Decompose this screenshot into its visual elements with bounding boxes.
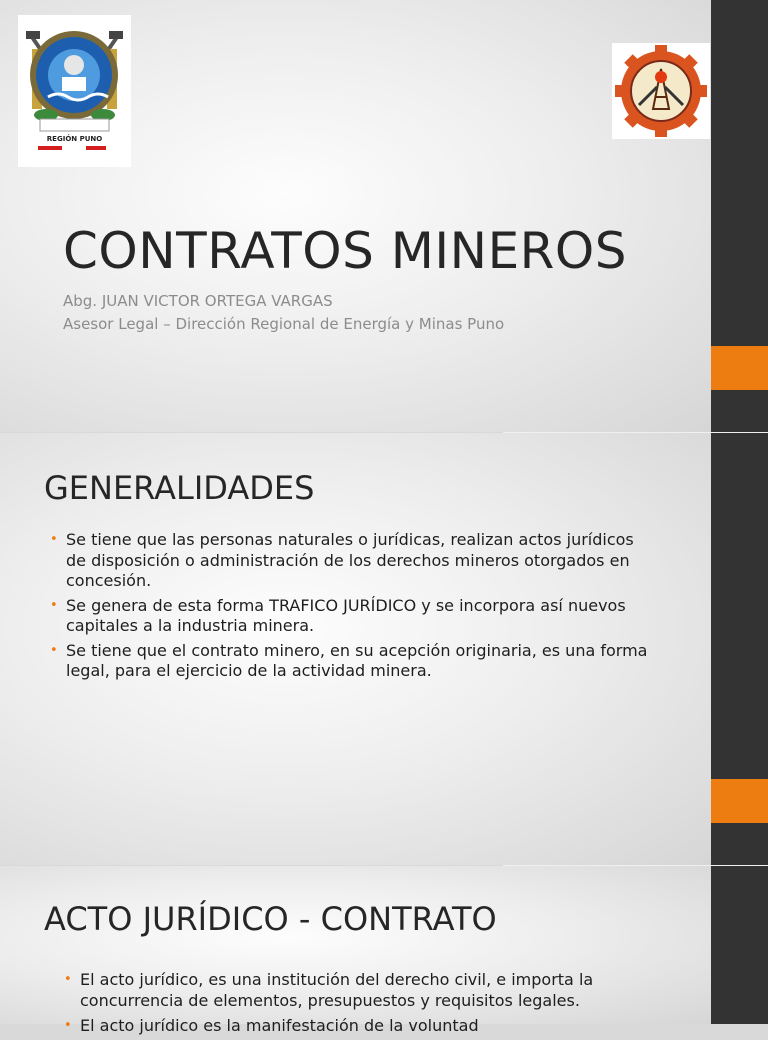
author-position: Asesor Legal – Dirección Regional de Energía y Minas Puno bbox=[63, 315, 505, 333]
gear-emblem-icon bbox=[612, 43, 710, 139]
list-item: • El acto jurídico, es una institución del derecho civil, e importa la concurrencia de elementos, presupuestos y requisitos legales. bbox=[62, 969, 662, 1011]
bullet-list bbox=[62, 969, 662, 1040]
accent-block bbox=[711, 346, 768, 390]
list-item: • Se tiene que las personas naturales o jurídicas, realizan actos jurídicos de disposición o administración de los derechos mineros otorgados en concesión. bbox=[48, 530, 658, 592]
bullet-list bbox=[48, 530, 658, 686]
energy-mines-logo bbox=[612, 43, 710, 139]
accent-block bbox=[711, 779, 768, 823]
presentation-title: CONTRATOS MINEROS bbox=[63, 222, 627, 280]
slide-heading: ACTO JURÍDICO - CONTRATO bbox=[44, 900, 497, 938]
slide-title bbox=[0, 0, 711, 432]
list-item: • Se tiene que el contrato minero, en su acepción originaria, es una forma legal, para el ejercicio de la actividad minera. bbox=[48, 641, 658, 682]
slide-sidebar bbox=[711, 0, 768, 432]
coat-of-arms-icon bbox=[18, 15, 131, 167]
slide-sidebar bbox=[711, 433, 768, 865]
region-puno-label: REGIÓN PUNO bbox=[46, 135, 103, 143]
slide-generalidades bbox=[0, 433, 711, 865]
list-item: • El acto jurídico es la manifestación de la voluntad bbox=[62, 1015, 662, 1036]
region-puno-logo bbox=[18, 15, 131, 167]
slide-sidebar bbox=[711, 866, 768, 1024]
slide-acto-juridico bbox=[0, 866, 711, 1035]
slide-divider bbox=[503, 432, 768, 433]
slide-heading: GENERALIDADES bbox=[44, 469, 315, 507]
author-name: Abg. JUAN VICTOR ORTEGA VARGAS bbox=[63, 292, 333, 310]
slide-divider bbox=[503, 865, 768, 866]
list-item: • Se genera de esta forma TRAFICO JURÍDICO y se incorpora así nuevos capitales a la industria minera. bbox=[48, 596, 658, 637]
